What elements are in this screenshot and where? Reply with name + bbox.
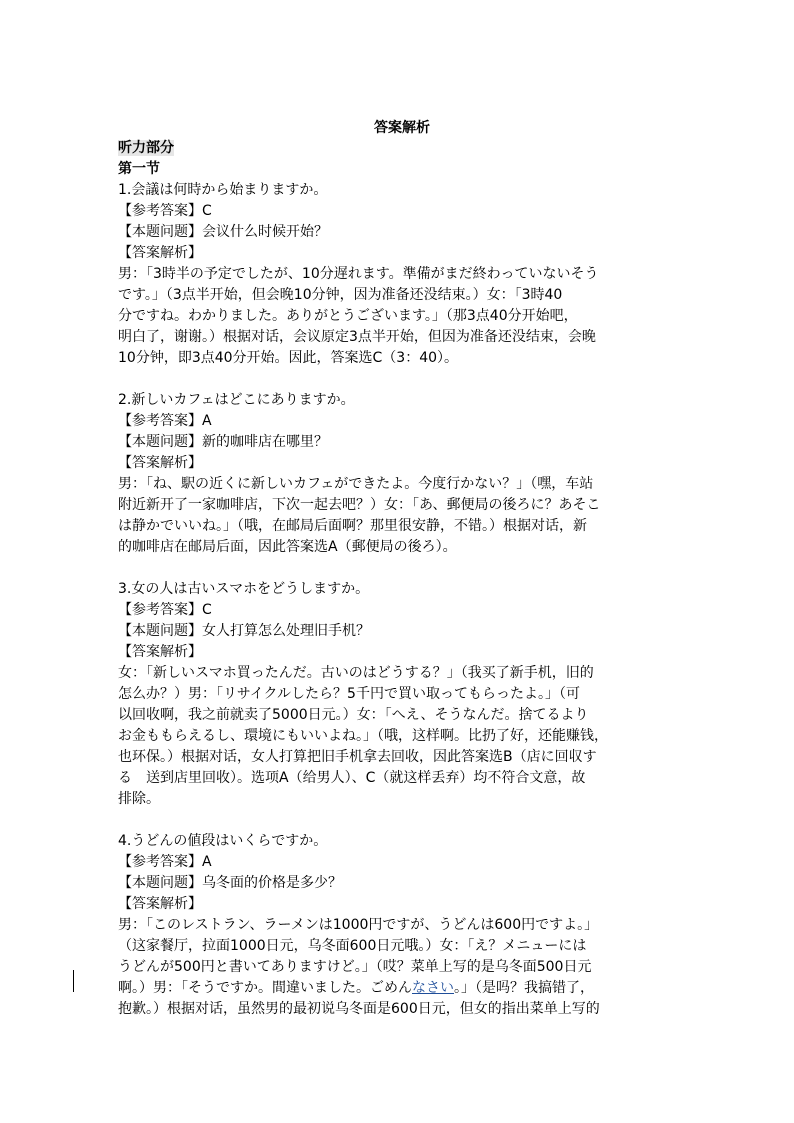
reference-answer: 【参考答案】A xyxy=(118,854,212,870)
analysis-line: 女：「新しいスマホ買ったんだ。古いのはどうする？」（我买了新手机，旧的 xyxy=(118,665,594,681)
question-prompt: 【本题问题】会议什么时候开始？ xyxy=(118,224,328,240)
analysis-line: 抱歉。）根据对话，虽然男的最初说乌冬面是600日元，但女的指出菜单上写的 xyxy=(118,1001,600,1017)
analysis-line: です。」（3点半开始，但会晚10分钟，因为准备还没结束。）女：「3時40 xyxy=(118,287,563,303)
analysis-label: 【答案解析】 xyxy=(118,896,202,912)
blank-line xyxy=(118,810,678,831)
analysis-label: 【答案解析】 xyxy=(118,644,202,660)
question-text: 1.会議は何時から始まりますか。 xyxy=(118,182,328,198)
question-block-1 xyxy=(118,180,678,369)
analysis-line: 男：「3時半の予定でしたが、10分遅れます。準備がまだ終わっていないそう xyxy=(118,266,599,282)
blank-line xyxy=(118,558,678,579)
analysis-line: 10分钟，即3点40分开始。因此，答案选C（3：40）。 xyxy=(118,350,459,366)
question-block-4 xyxy=(118,831,678,1020)
analysis-line: お金ももらえるし、環境にもいいよね。」（哦，这样啊。比扔了好，还能赚钱， xyxy=(118,728,608,744)
reference-answer: 【参考答案】A xyxy=(118,413,212,429)
section-heading: 听力部分 xyxy=(118,140,174,156)
question-text: 3.女の人は古いスマホをどうしますか。 xyxy=(118,581,370,597)
question-block-3 xyxy=(118,579,678,810)
question-prompt: 【本题问题】女人打算怎么处理旧手机？ xyxy=(118,623,370,639)
blank-line xyxy=(118,369,678,390)
reference-answer: 【参考答案】C xyxy=(118,602,212,618)
document-page xyxy=(118,118,678,1020)
analysis-line: 也环保。）根据对话，女人打算把旧手机拿去回收，因此答案选B（店に回収す xyxy=(118,749,597,765)
analysis-line: 排除。 xyxy=(118,791,160,807)
analysis-line-part: 。」（是吗？我搞错了， xyxy=(454,980,594,996)
analysis-line: 的咖啡店在邮局后面，因此答案选A（郵便局の後ろ）。 xyxy=(118,539,457,555)
analysis-line: （这家餐厅，拉面1000日元，乌冬面600日元哦。）女：「え？メニューには xyxy=(118,938,587,954)
hyperlink-text[interactable]: なさい xyxy=(412,980,454,996)
page-title: 答案解析 xyxy=(374,120,430,136)
analysis-line: 附近新开了一家咖啡店，下次一起去吧？）女：「あ、郵便局の後ろに？あそこ xyxy=(118,497,601,513)
analysis-line: うどんが500円と書いてありますけど。」（哎？菜单上写的是乌冬面500日元 xyxy=(118,959,592,975)
analysis-line: 分ですね。わかりました。ありがとうございます。」（那3点40分开始吧， xyxy=(118,308,578,324)
analysis-line: 以回收啊，我之前就卖了5000日元。）女：「へえ、そうなんだ。捨てるより xyxy=(118,707,589,723)
analysis-line: は静かでいいね。」（哦，在邮局后面啊？那里很安静，不错。）根据对话，新 xyxy=(118,518,587,534)
analysis-line-part: 啊。）男：「そうですか。間違いました。ごめん xyxy=(118,980,412,996)
question-text: 4.うどんの値段はいくらですか。 xyxy=(118,833,328,849)
revision-bar xyxy=(73,970,74,992)
analysis-line: 怎么办？）男：「リサイクルしたら？5千円で買い取ってもらったよ。」（可 xyxy=(118,686,580,702)
analysis-line: 男：「このレストラン、ラーメンは1000円ですが、うどんは600円ですよ。」 xyxy=(118,917,599,933)
analysis-line: 男：「ね、駅の近くに新しいカフェができたよ。今度行かない？」（嘿，车站 xyxy=(118,476,594,492)
analysis-label: 【答案解析】 xyxy=(118,245,202,261)
question-text: 2.新しいカフェはどこにありますか。 xyxy=(118,392,355,408)
question-prompt: 【本题问题】乌冬面的价格是多少？ xyxy=(118,875,342,891)
subsection-heading: 第一节 xyxy=(118,161,160,177)
analysis-line: る 送到店里回收）。选项A（给男人）、C（就这样丢弃）均不符合文意，故 xyxy=(118,770,586,786)
question-block-2 xyxy=(118,390,678,558)
analysis-line: 明白了，谢谢。）根据对话，会议原定3点半开始，但因为准备还没结束，会晚 xyxy=(118,329,596,345)
reference-answer: 【参考答案】C xyxy=(118,203,212,219)
analysis-label: 【答案解析】 xyxy=(118,455,202,471)
question-prompt: 【本题问题】新的咖啡店在哪里？ xyxy=(118,434,328,450)
analysis-line xyxy=(118,978,678,999)
